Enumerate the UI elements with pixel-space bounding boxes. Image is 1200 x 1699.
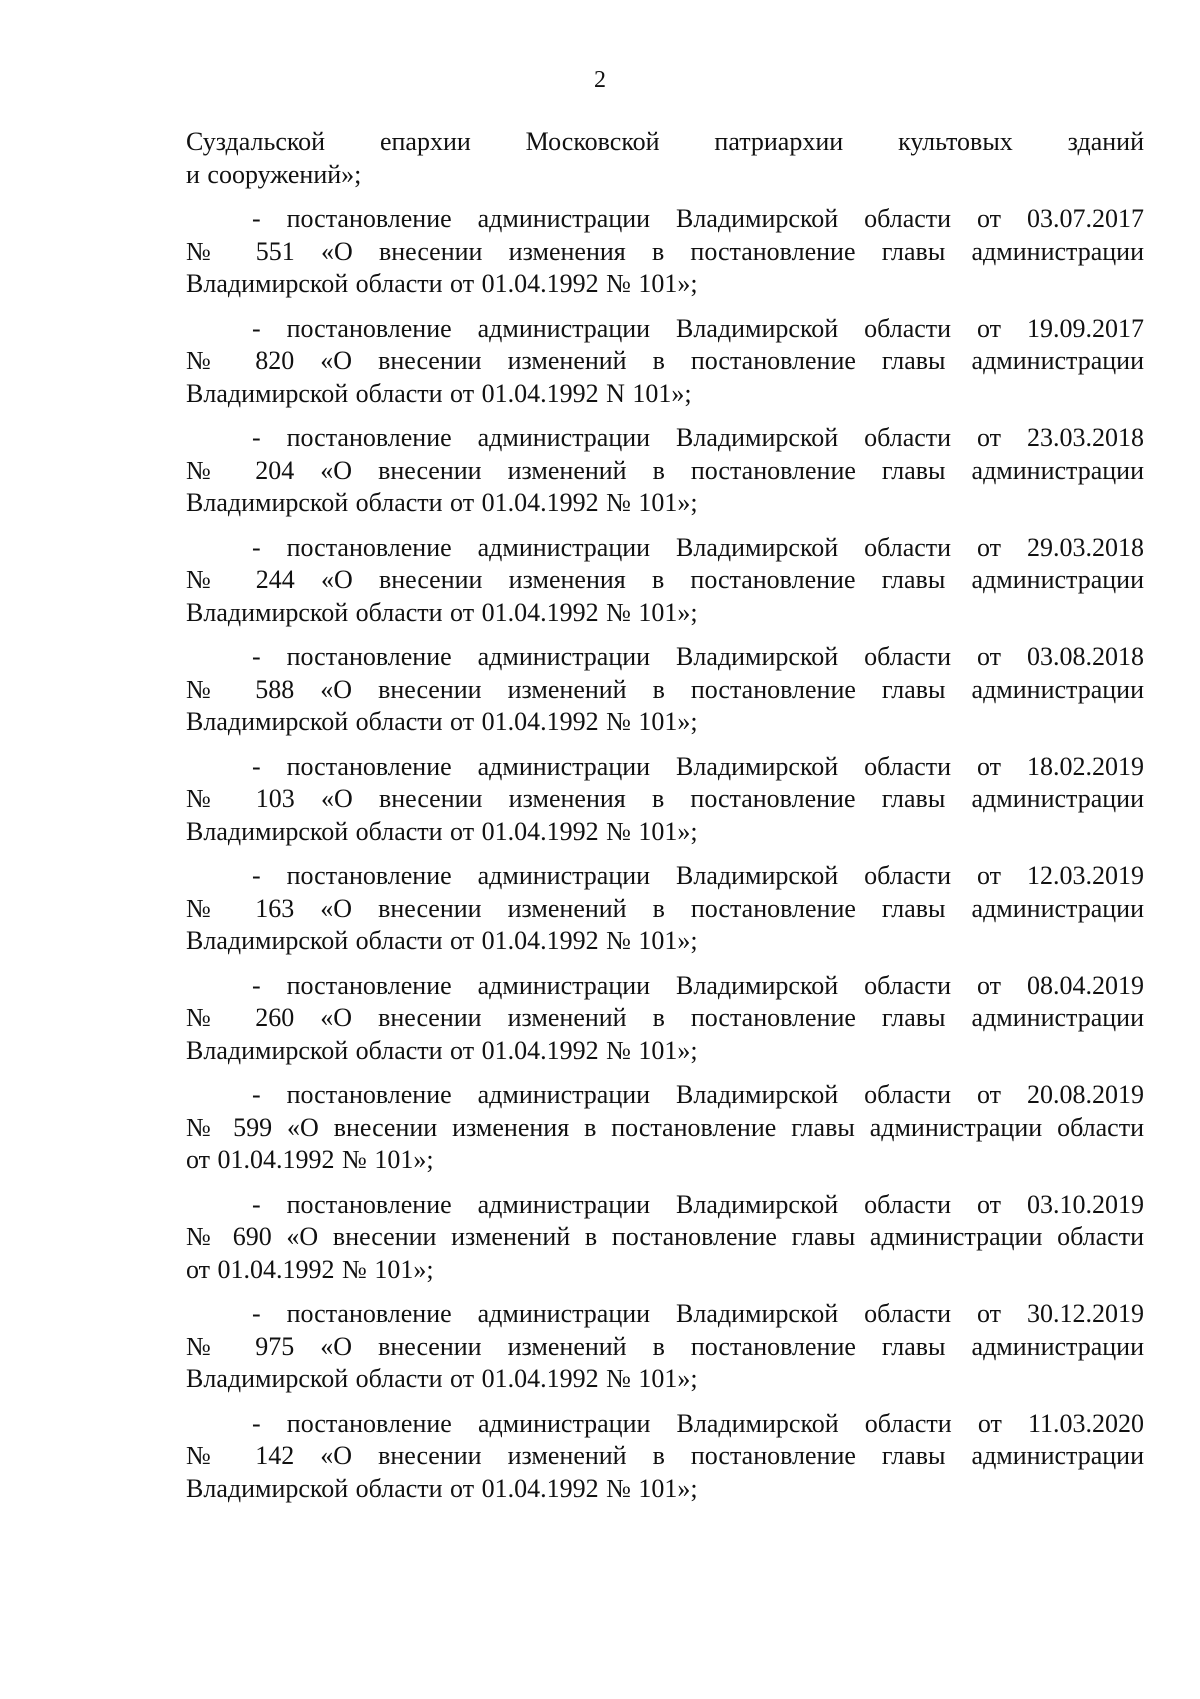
resolution-item-line-3: Владимирской области от 01.04.1992 № 101»;	[186, 1364, 698, 1393]
resolution-item-line-3: Владимирской области от 01.04.1992 № 101»;	[186, 1473, 698, 1503]
resolution-item-line-3: Владимирской области от 01.04.1992 № 101»;	[186, 707, 698, 736]
resolution-item	[186, 860, 1144, 958]
resolution-item	[186, 422, 1144, 520]
resolution-item-line-2: № 690 «О внесении изменений в постановление главы администрации области	[186, 1222, 1144, 1251]
resolution-item-line-1: - постановление администрации Владимирской области от 23.03.2018	[252, 423, 1144, 452]
resolution-item-line-2: № 260 «О внесении изменений в постановление главы администрации	[186, 1003, 1144, 1032]
resolution-item-line-1: - постановление администрации Владимирской области от 03.10.2019	[252, 1189, 1144, 1219]
resolution-item-line-1: - постановление администрации Владимирской области от 08.04.2019	[252, 970, 1144, 1000]
resolution-item-line-2: № 588 «О внесении изменений в постановление главы администрации	[186, 674, 1144, 704]
resolution-item-line-2: № 163 «О внесении изменений в постановление главы администрации	[186, 893, 1144, 923]
intro-line-2: и сооружений»;	[186, 159, 362, 189]
resolution-list	[186, 203, 1144, 1505]
page-number: 2	[594, 67, 606, 93]
resolution-item	[186, 1189, 1144, 1287]
resolution-item-line-3: Владимирской области от 01.04.1992 № 101»;	[186, 926, 698, 955]
resolution-item-line-3: Владимирской области от 01.04.1992 № 101»;	[186, 269, 698, 298]
resolution-item	[186, 203, 1144, 301]
intro-paragraph	[186, 126, 1144, 191]
resolution-item-line-3: Владимирской области от 01.04.1992 № 101»;	[186, 816, 698, 846]
resolution-item-line-2: № 820 «О внесении изменений в постановление главы администрации	[186, 346, 1144, 375]
resolution-item-line-3: Владимирской области от 01.04.1992 № 101»;	[186, 488, 698, 517]
resolution-item-line-3: от 01.04.1992 № 101»;	[186, 1145, 434, 1174]
resolution-item-line-1: - постановление администрации Владимирской области от 11.03.2020	[252, 1408, 1144, 1438]
resolution-item	[186, 751, 1144, 849]
resolution-item-line-1: - постановление администрации Владимирской области от 03.07.2017	[252, 204, 1144, 233]
resolution-item-line-2: № 103 «О внесении изменения в постановление главы администрации	[186, 784, 1144, 813]
resolution-item	[186, 532, 1144, 630]
intro-line-1: Суздальской епархии Московской патриархии культовых зданий	[186, 127, 1144, 156]
resolution-item-line-2: № 244 «О внесении изменения в постановление главы администрации	[186, 565, 1144, 594]
resolution-item	[186, 970, 1144, 1068]
resolution-item	[186, 313, 1144, 411]
resolution-item-line-3: от 01.04.1992 № 101»;	[186, 1254, 434, 1284]
resolution-item-line-1: - постановление администрации Владимирской области от 30.12.2019	[252, 1299, 1144, 1328]
resolution-item-line-3: Владимирской области от 01.04.1992 N 101»;	[186, 378, 692, 408]
resolution-item-line-3: Владимирской области от 01.04.1992 № 101»;	[186, 597, 698, 627]
resolution-item-line-2: № 599 «О внесении изменения в постановление главы администрации области	[186, 1112, 1144, 1142]
resolution-item-line-2: № 204 «О внесении изменений в постановление главы администрации	[186, 455, 1144, 485]
document-body	[186, 126, 1144, 1517]
resolution-item-line-1: - постановление администрации Владимирской области от 03.08.2018	[252, 642, 1144, 671]
resolution-item-line-3: Владимирской области от 01.04.1992 № 101»;	[186, 1035, 698, 1065]
resolution-item	[186, 1408, 1144, 1506]
resolution-item	[186, 1079, 1144, 1177]
resolution-item-line-1: - постановление администрации Владимирской области от 18.02.2019	[252, 751, 1144, 781]
resolution-item-line-1: - постановление администрации Владимирской области от 20.08.2019	[252, 1080, 1144, 1109]
resolution-item-line-2: № 975 «О внесении изменений в постановление главы администрации	[186, 1331, 1144, 1361]
resolution-item-line-2: № 551 «О внесении изменения в постановление главы администрации	[186, 236, 1144, 266]
resolution-item-line-1: - постановление администрации Владимирской области от 12.03.2019	[252, 861, 1144, 890]
resolution-item-line-2: № 142 «О внесении изменений в постановление главы администрации	[186, 1441, 1144, 1470]
resolution-item	[186, 641, 1144, 739]
resolution-item-line-1: - постановление администрации Владимирской области от 29.03.2018	[252, 532, 1144, 562]
resolution-item-line-1: - постановление администрации Владимирской области от 19.09.2017	[252, 313, 1144, 343]
resolution-item	[186, 1298, 1144, 1396]
